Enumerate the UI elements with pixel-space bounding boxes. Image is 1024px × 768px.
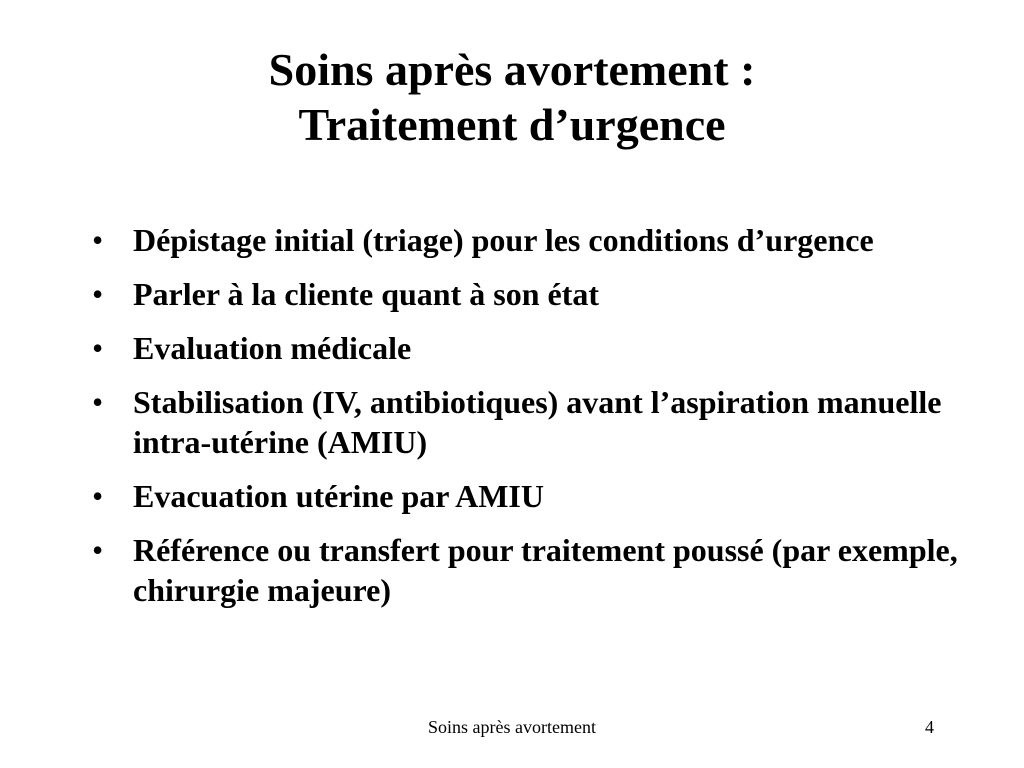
bullet-icon: •: [92, 276, 104, 312]
bullet-item-stabilization: [92, 382, 972, 462]
bullet-text: Référence ou transfert pour traitement poussé (par exemple, chirurgie majeure): [133, 532, 958, 608]
bullet-item-medical-evaluation: [92, 328, 972, 368]
page-number: 4: [925, 717, 934, 737]
bullet-item-counseling: [92, 274, 972, 314]
slide-title: [0, 42, 1024, 152]
bullet-icon: •: [92, 222, 104, 258]
bullet-text: Dépistage initial (triage) pour les conditions d’urgence: [133, 222, 874, 258]
slide-title-line-2: Traitement d’urgence: [298, 99, 726, 150]
bullet-item-triage: [92, 220, 972, 260]
bullet-icon: •: [92, 532, 104, 568]
slide-title-line-1: Soins après avortement :: [268, 44, 756, 95]
bullet-text: Evaluation médicale: [133, 330, 412, 366]
bullet-text: Stabilisation (IV, antibiotiques) avant l’aspiration manuelle intra-utérine (AMIU): [133, 384, 942, 460]
bullet-text: Parler à la cliente quant à son état: [133, 276, 600, 312]
bullet-item-uterine-evacuation: [92, 476, 972, 516]
bullet-icon: •: [92, 330, 104, 366]
bullet-text: Evacuation utérine par AMIU: [133, 478, 544, 514]
bullet-icon: •: [92, 384, 104, 420]
bullet-item-referral: [92, 530, 972, 610]
bullet-icon: •: [92, 478, 104, 514]
bullet-list: [92, 220, 972, 624]
slide-footer: Soins après avortement: [428, 717, 596, 737]
